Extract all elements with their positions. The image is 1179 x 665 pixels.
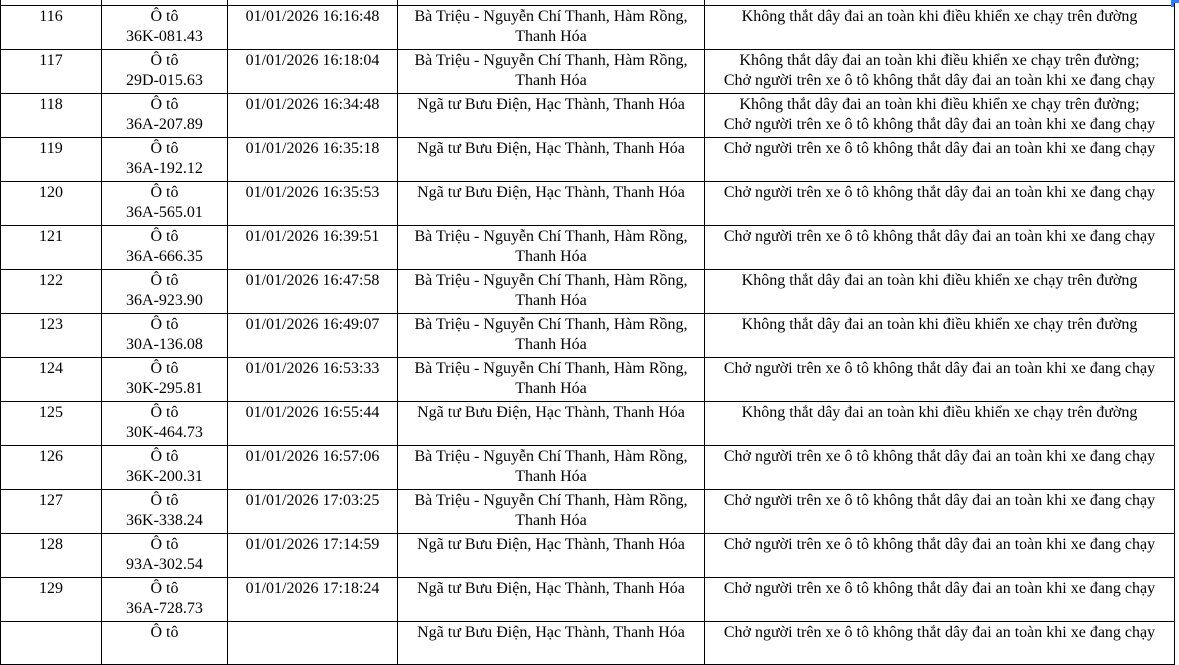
datetime-cell-line: 01/01/2026 16:53:33 xyxy=(245,359,380,377)
index-cell xyxy=(1,401,102,445)
violation-cell-line: Không thắt dây đai an toàn khi điều khiển xe chạy trên đường; xyxy=(739,95,1140,113)
location-cell-line: Ngã tư Bưu Điện, Hạc Thành, Thanh Hóa xyxy=(417,95,685,113)
violation-cell xyxy=(705,445,1175,489)
vehicle-cell-line: Ô tô xyxy=(150,447,179,465)
vehicle-cell-line: Ô tô xyxy=(150,227,179,245)
location-cell-line: Bà Triệu - Nguyễn Chí Thanh, Hàm Rồng, xyxy=(414,271,688,289)
violation-cell-line: Chở người trên xe ô tô không thắt dây đai an toàn khi xe đang chạy xyxy=(723,227,1156,245)
violation-cell-line: Chở người trên xe ô tô không thắt dây đai an toàn khi xe đang chạy xyxy=(723,139,1156,157)
table-row xyxy=(1,313,1175,357)
location-cell xyxy=(398,269,705,313)
table-row xyxy=(1,181,1175,225)
location-cell xyxy=(398,621,705,664)
datetime-cell-line: 01/01/2026 16:34:48 xyxy=(245,95,380,113)
vehicle-cell xyxy=(102,621,228,664)
index-cell-line: 116 xyxy=(39,7,63,25)
location-cell xyxy=(398,533,705,577)
vehicle-cell-line: 36A-923.90 xyxy=(126,292,203,309)
violation-cell xyxy=(705,5,1175,49)
vehicle-cell-line: Ô tô xyxy=(150,7,179,25)
vehicle-cell-line: 36K-338.24 xyxy=(126,512,203,529)
violation-cell-line: Chở người trên xe ô tô không thắt dây đai an toàn khi xe đang chạy xyxy=(723,491,1156,509)
vehicle-cell-line: Ô tô xyxy=(150,183,179,201)
index-cell xyxy=(1,225,102,269)
vehicle-cell-line: Ô tô xyxy=(150,623,179,641)
index-cell-line: 124 xyxy=(39,359,63,377)
datetime-cell-line: 01/01/2026 16:57:06 xyxy=(245,447,380,465)
index-cell xyxy=(1,5,102,49)
datetime-cell xyxy=(228,93,398,137)
datetime-cell-line: 01/01/2026 16:35:18 xyxy=(245,139,380,157)
location-cell-line: Ngã tư Bưu Điện, Hạc Thành, Thanh Hóa xyxy=(417,139,685,157)
index-cell xyxy=(1,313,102,357)
vehicle-cell-line: Ô tô xyxy=(150,579,179,597)
index-cell xyxy=(1,577,102,621)
location-cell-line: Ngã tư Bưu Điện, Hạc Thành, Thanh Hóa xyxy=(417,579,685,597)
location-cell-line: Ngã tư Bưu Điện, Hạc Thành, Thanh Hóa xyxy=(417,535,685,553)
vehicle-cell-line: Ô tô xyxy=(150,271,179,289)
violation-cell xyxy=(705,225,1175,269)
location-cell-line: Ngã tư Bưu Điện, Hạc Thành, Thanh Hóa xyxy=(417,623,685,641)
violation-cell-line: Chở người trên xe ô tô không thắt dây đai an toàn khi xe đang chạy xyxy=(723,359,1156,377)
location-cell xyxy=(398,137,705,181)
datetime-cell-line: 01/01/2026 17:03:25 xyxy=(245,491,380,509)
location-cell-line: Thanh Hóa xyxy=(515,292,587,309)
location-cell-line: Thanh Hóa xyxy=(515,72,587,89)
datetime-cell xyxy=(228,401,398,445)
vehicle-cell-line: 36K-081.43 xyxy=(126,28,203,45)
vehicle-cell-line: Ô tô xyxy=(150,535,179,553)
index-cell-line: 127 xyxy=(39,491,63,509)
location-cell-line: Ngã tư Bưu Điện, Hạc Thành, Thanh Hóa xyxy=(417,183,685,201)
violation-cell-line: Chở người trên xe ô tô không thắt dây đai an toàn khi xe đang chạy xyxy=(723,579,1156,597)
location-cell xyxy=(398,445,705,489)
location-cell-line: Bà Triệu - Nguyễn Chí Thanh, Hàm Rồng, xyxy=(414,447,688,465)
vehicle-cell xyxy=(102,489,228,533)
location-cell-line: Bà Triệu - Nguyễn Chí Thanh, Hàm Rồng, xyxy=(414,491,688,509)
vehicle-cell-line: 36A-666.35 xyxy=(126,248,203,265)
location-cell-line: Thanh Hóa xyxy=(515,468,587,485)
location-cell xyxy=(398,577,705,621)
violation-cell xyxy=(705,577,1175,621)
vehicle-cell-line: 36A-207.89 xyxy=(126,116,203,133)
vehicle-cell xyxy=(102,445,228,489)
index-cell-line: 122 xyxy=(39,271,63,289)
vehicle-cell xyxy=(102,93,228,137)
violation-cell-line: Không thắt dây đai an toàn khi điều khiển xe chạy trên đường xyxy=(741,315,1138,333)
vehicle-cell xyxy=(102,357,228,401)
vehicle-cell-line: Ô tô xyxy=(150,139,179,157)
vehicle-cell-line: 29D-015.63 xyxy=(126,72,203,89)
location-cell-line: Thanh Hóa xyxy=(515,336,587,353)
violation-cell-line: Chở người trên xe ô tô không thắt dây đai an toàn khi xe đang chạy xyxy=(723,447,1156,465)
datetime-cell xyxy=(228,313,398,357)
table-row xyxy=(1,621,1175,664)
vehicle-cell-line: 93A-302.54 xyxy=(126,556,203,573)
violation-cell xyxy=(705,49,1175,93)
index-cell-line: 126 xyxy=(39,447,63,465)
index-cell xyxy=(1,357,102,401)
table-row xyxy=(1,445,1175,489)
datetime-cell xyxy=(228,621,398,664)
location-cell xyxy=(398,93,705,137)
violation-cell xyxy=(705,269,1175,313)
vehicle-cell xyxy=(102,533,228,577)
vehicle-cell-line: Ô tô xyxy=(150,51,179,69)
violation-cell xyxy=(705,93,1175,137)
index-cell xyxy=(1,621,102,664)
vehicle-cell xyxy=(102,5,228,49)
datetime-cell xyxy=(228,49,398,93)
datetime-cell-line: 01/01/2026 16:18:04 xyxy=(245,51,380,69)
datetime-cell xyxy=(228,181,398,225)
vehicle-cell xyxy=(102,313,228,357)
datetime-cell-line: 01/01/2026 16:35:53 xyxy=(245,183,380,201)
location-cell xyxy=(398,401,705,445)
location-cell-line: Thanh Hóa xyxy=(515,512,587,529)
index-cell xyxy=(1,489,102,533)
location-cell-line: Bà Triệu - Nguyễn Chí Thanh, Hàm Rồng, xyxy=(414,51,688,69)
location-cell-line: Bà Triệu - Nguyễn Chí Thanh, Hàm Rồng, xyxy=(414,7,688,25)
datetime-cell xyxy=(228,225,398,269)
datetime-cell xyxy=(228,269,398,313)
violation-cell-line: Không thắt dây đai an toàn khi điều khiển xe chạy trên đường; xyxy=(739,51,1140,69)
index-cell xyxy=(1,181,102,225)
index-cell xyxy=(1,93,102,137)
vehicle-cell-line: 36A-728.73 xyxy=(126,600,203,617)
table-row xyxy=(1,577,1175,621)
datetime-cell-line: 01/01/2026 17:18:24 xyxy=(245,579,380,597)
violation-cell-line: Không thắt dây đai an toàn khi điều khiển xe chạy trên đường xyxy=(741,7,1138,25)
table-row xyxy=(1,269,1175,313)
table-row xyxy=(1,137,1175,181)
datetime-cell xyxy=(228,137,398,181)
datetime-cell xyxy=(228,577,398,621)
vehicle-cell-line: 30K-295.81 xyxy=(126,380,203,397)
datetime-cell xyxy=(228,5,398,49)
datetime-cell-line: 01/01/2026 16:16:48 xyxy=(245,7,380,25)
index-cell xyxy=(1,49,102,93)
datetime-cell xyxy=(228,489,398,533)
table-row xyxy=(1,489,1175,533)
vehicle-cell-line: 36A-192.12 xyxy=(126,160,203,177)
location-cell xyxy=(398,313,705,357)
vehicle-cell xyxy=(102,269,228,313)
vehicle-cell xyxy=(102,181,228,225)
datetime-cell xyxy=(228,357,398,401)
location-cell-line: Thanh Hóa xyxy=(515,28,587,45)
table-row xyxy=(1,5,1175,49)
table-row xyxy=(1,357,1175,401)
location-cell-line: Bà Triệu - Nguyễn Chí Thanh, Hàm Rồng, xyxy=(414,227,688,245)
violation-cell xyxy=(705,313,1175,357)
selection-corner-icon xyxy=(1171,0,1179,7)
violation-cell xyxy=(705,401,1175,445)
index-cell-line: 119 xyxy=(39,139,63,157)
index-cell-line: 129 xyxy=(39,579,63,597)
vehicle-cell-line: 30K-464.73 xyxy=(126,424,203,441)
vehicle-cell xyxy=(102,577,228,621)
datetime-cell xyxy=(228,533,398,577)
index-cell-line: 125 xyxy=(39,403,63,421)
index-cell xyxy=(1,445,102,489)
index-cell-line: 128 xyxy=(39,535,63,553)
location-cell-line: Thanh Hóa xyxy=(515,248,587,265)
datetime-cell-line: 01/01/2026 16:47:58 xyxy=(245,271,380,289)
table-row xyxy=(1,49,1175,93)
violation-cell xyxy=(705,489,1175,533)
vehicle-cell-line: 36A-565.01 xyxy=(126,204,203,221)
location-cell xyxy=(398,489,705,533)
violation-cell-line: Không thắt dây đai an toàn khi điều khiển xe chạy trên đường xyxy=(741,403,1138,421)
table-row xyxy=(1,225,1175,269)
index-cell xyxy=(1,137,102,181)
table-row xyxy=(1,401,1175,445)
vehicle-cell-line: Ô tô xyxy=(150,403,179,421)
table-row xyxy=(1,533,1175,577)
violation-cell-line: Chở người trên xe ô tô không thắt dây đai an toàn khi xe đang chạy xyxy=(723,116,1156,133)
location-cell xyxy=(398,225,705,269)
index-cell xyxy=(1,533,102,577)
violation-cell xyxy=(705,621,1175,664)
location-cell xyxy=(398,357,705,401)
violation-table-body xyxy=(1,0,1175,664)
vehicle-cell xyxy=(102,225,228,269)
vehicle-cell-line: 36K-200.31 xyxy=(126,468,203,485)
index-cell xyxy=(1,269,102,313)
violation-cell-line: Chở người trên xe ô tô không thắt dây đai an toàn khi xe đang chạy xyxy=(723,535,1156,553)
location-cell-line: Bà Triệu - Nguyễn Chí Thanh, Hàm Rồng, xyxy=(414,359,688,377)
index-cell-line: 117 xyxy=(39,51,63,69)
location-cell xyxy=(398,5,705,49)
vehicle-cell xyxy=(102,137,228,181)
vehicle-cell-line: Ô tô xyxy=(150,359,179,377)
violation-cell xyxy=(705,137,1175,181)
vehicle-cell xyxy=(102,49,228,93)
table-row xyxy=(1,93,1175,137)
index-cell-line: 123 xyxy=(39,315,63,333)
datetime-cell-line: 01/01/2026 17:14:59 xyxy=(245,535,380,553)
vehicle-cell-line: Ô tô xyxy=(150,315,179,333)
index-cell-line: 121 xyxy=(39,227,63,245)
datetime-cell-line: 01/01/2026 16:39:51 xyxy=(245,227,380,245)
location-cell xyxy=(398,49,705,93)
location-cell xyxy=(398,181,705,225)
vehicle-cell xyxy=(102,401,228,445)
index-cell-line: 118 xyxy=(39,95,63,113)
location-cell-line: Thanh Hóa xyxy=(515,380,587,397)
datetime-cell-line: 01/01/2026 16:55:44 xyxy=(245,403,380,421)
vehicle-cell-line: Ô tô xyxy=(150,491,179,509)
vehicle-cell-line: Ô tô xyxy=(150,95,179,113)
datetime-cell xyxy=(228,445,398,489)
violation-cell xyxy=(705,181,1175,225)
violation-cell-line: Chở người trên xe ô tô không thắt dây đai an toàn khi xe đang chạy xyxy=(723,623,1156,641)
index-cell-line: 120 xyxy=(39,183,63,201)
violation-cell-line: Không thắt dây đai an toàn khi điều khiển xe chạy trên đường xyxy=(741,271,1138,289)
location-cell-line: Ngã tư Bưu Điện, Hạc Thành, Thanh Hóa xyxy=(417,403,685,421)
violation-cell xyxy=(705,533,1175,577)
violation-cell xyxy=(705,357,1175,401)
violation-cell-line: Chở người trên xe ô tô không thắt dây đai an toàn khi xe đang chạy xyxy=(723,72,1156,89)
datetime-cell-line: 01/01/2026 16:49:07 xyxy=(245,315,380,333)
location-cell-line: Bà Triệu - Nguyễn Chí Thanh, Hàm Rồng, xyxy=(414,315,688,333)
violation-cell-line: Chở người trên xe ô tô không thắt dây đai an toàn khi xe đang chạy xyxy=(723,183,1156,201)
vehicle-cell-line: 30A-136.08 xyxy=(126,336,203,353)
